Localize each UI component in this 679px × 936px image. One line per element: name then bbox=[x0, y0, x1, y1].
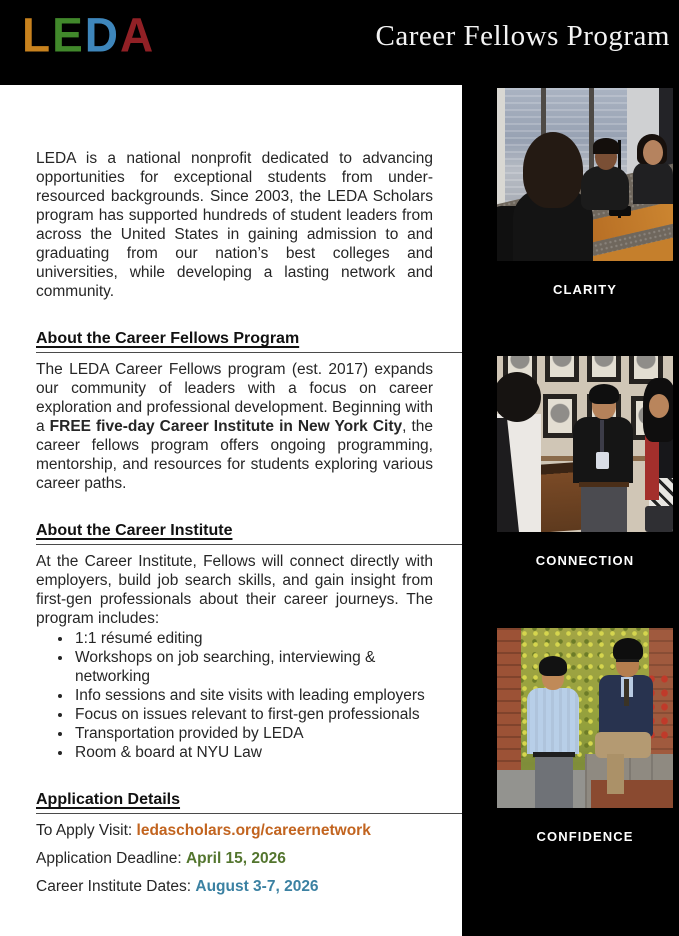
intro-paragraph: LEDA is a national nonprofit dedicated to advancing opportunities for exceptional students from under-resourced backgrounds. Since 2003, the LEDA Scholars program has supported hundreds of student leaders from across the United States in gaining admission to and graduating from our nation’s best colleges and universities, while developing a lasting network and community. bbox=[36, 150, 433, 300]
apply-label: To Apply Visit: bbox=[36, 822, 137, 839]
bullet-item: • Workshops on job searching, interviewing & networking bbox=[73, 648, 433, 686]
photo-shape bbox=[633, 162, 673, 204]
caption-connection: CONNECTION bbox=[535, 553, 635, 568]
bullet-item: • Info sessions and site visits with leading employers bbox=[73, 686, 433, 705]
leda-logo bbox=[22, 7, 156, 63]
caption-clarity: CLARITY bbox=[552, 282, 618, 297]
fellows-text-2: , the career fellows program offers ongoing programming, mentorship, and resources for students exploring various career paths. bbox=[36, 418, 433, 492]
photo-shape bbox=[587, 356, 621, 382]
photo-shape bbox=[591, 780, 673, 808]
logo-letter-e: E bbox=[52, 7, 85, 63]
institute-dates-label: Career Institute Dates: bbox=[36, 878, 196, 895]
section-heading-institute: About the Career Institute bbox=[36, 521, 462, 545]
bullet-item: • 1:1 résumé editing bbox=[73, 629, 433, 648]
logo-letter-a: A bbox=[120, 7, 156, 63]
bullet-item: • Focus on issues relevant to first-gen professionals bbox=[73, 705, 433, 724]
photo-confidence-outdoors bbox=[497, 628, 673, 808]
photo-shape bbox=[643, 140, 663, 165]
photo-clarity-meeting-room bbox=[497, 88, 673, 261]
photo-connection-portrait-wall bbox=[497, 356, 673, 532]
fellows-bold-text: FREE five-day Career Institute in New York City bbox=[49, 418, 403, 435]
fellows-paragraph bbox=[36, 360, 433, 493]
fellows-text-1: The LEDA Career Fellows program (est. 2017) expands our community of leaders with a focus on career exploration and professional development. Beginning with a bbox=[36, 361, 433, 435]
photo-shape bbox=[523, 132, 583, 208]
photo-shape bbox=[527, 688, 579, 754]
apply-line bbox=[36, 820, 433, 842]
logo-letter-l: L bbox=[22, 7, 53, 63]
deadline-label: Application Deadline: bbox=[36, 850, 186, 867]
section-heading-fellows: About the Career Fellows Program bbox=[36, 329, 462, 353]
photo-shape bbox=[593, 138, 619, 154]
figure-connection bbox=[497, 356, 673, 568]
caption-confidence: CONFIDENCE bbox=[536, 829, 634, 844]
institute-bullets bbox=[36, 629, 433, 762]
figure-confidence bbox=[497, 628, 673, 844]
photo-shape bbox=[535, 757, 573, 808]
bullet-item: • Transportation provided by LEDA bbox=[73, 724, 433, 743]
photo-shape bbox=[539, 656, 567, 676]
photo-shape bbox=[624, 679, 629, 706]
photo-shape bbox=[607, 754, 624, 794]
photo-shape bbox=[645, 506, 673, 532]
photo-shape bbox=[649, 394, 669, 418]
photo-shape bbox=[581, 166, 629, 210]
photo-shape bbox=[543, 394, 577, 438]
photo-shape bbox=[596, 452, 609, 469]
deadline-line bbox=[36, 848, 433, 870]
main-content bbox=[0, 85, 462, 898]
photo-shape bbox=[589, 384, 619, 404]
photo-shape bbox=[581, 487, 627, 532]
header bbox=[0, 0, 679, 85]
bullet-item: • Room & board at NYU Law bbox=[73, 743, 433, 762]
photo-shape bbox=[600, 420, 604, 454]
main-column bbox=[0, 85, 462, 936]
page-title: Career Fellows Program bbox=[375, 20, 670, 52]
section-heading-application: Application Details bbox=[36, 790, 462, 814]
figure-clarity bbox=[497, 88, 673, 297]
institute-dates-line bbox=[36, 876, 433, 898]
institute-paragraph: At the Career Institute, Fellows will connect directly with employers, build job search skills, and gain insight from first-gen professionals about their career journeys. The program includes: bbox=[36, 553, 433, 627]
deadline-date: April 15, 2026 bbox=[185, 850, 286, 867]
photo-shape bbox=[616, 659, 639, 662]
photo-shape bbox=[545, 356, 579, 382]
logo-letter-d: D bbox=[84, 7, 121, 63]
apply-url-link[interactable]: ledascholars.org/careernetwork bbox=[136, 822, 371, 839]
institute-dates-value: August 3-7, 2026 bbox=[195, 878, 319, 895]
photo-rail bbox=[463, 85, 679, 936]
